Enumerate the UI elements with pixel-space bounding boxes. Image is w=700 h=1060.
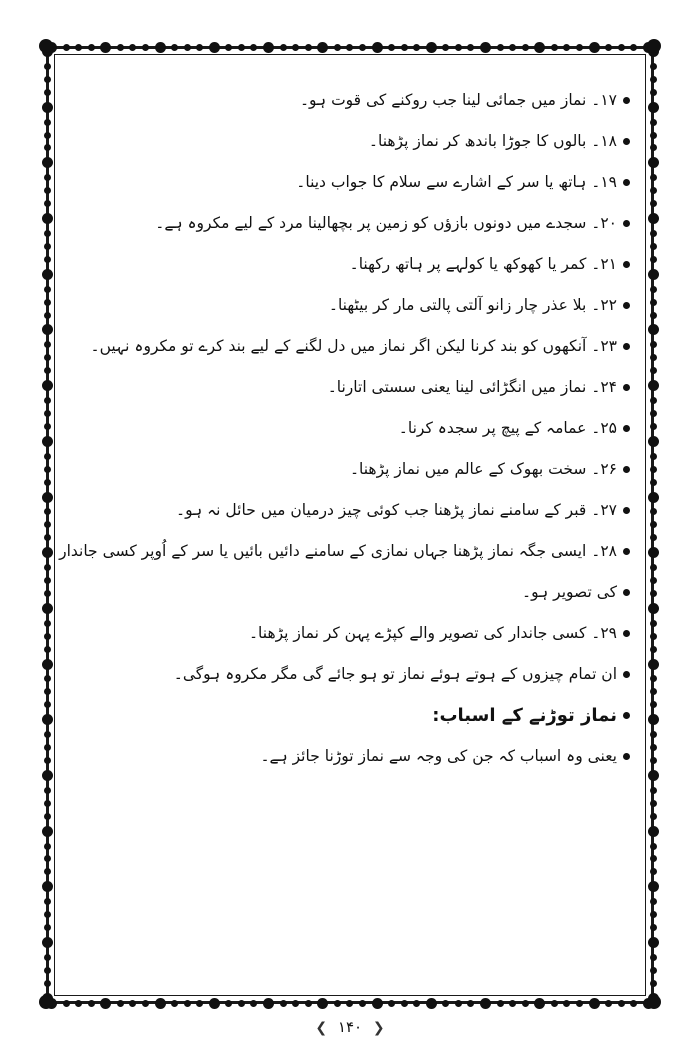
list-item: ۲۷۔ قبر کے سامنے نماز پڑھنا جب کوئی چیز درمیان میں حائل نہ ہو۔ [70, 490, 630, 531]
bead-ornament [650, 174, 657, 181]
bead-ornament [44, 731, 51, 738]
bead-ornament [589, 42, 600, 53]
bead-ornament [497, 44, 504, 51]
bead-ornament [44, 132, 51, 139]
list-item: ۲۳۔ آنکھوں کو بند کرنا لیکن اگر نماز میں دل لگنے کے لیے بند کرے تو مکروہ نہیں۔ [70, 326, 630, 367]
bead-ornament [650, 286, 657, 293]
bead-ornament [292, 44, 299, 51]
bead-ornament [650, 200, 657, 207]
bead-ornament [42, 547, 53, 558]
bead-ornament [42, 269, 53, 280]
bead-ornament [184, 1000, 191, 1007]
corner-ornament-bottom-left [39, 995, 53, 1009]
bead-ornament [44, 174, 51, 181]
bead-ornament [426, 998, 437, 1009]
bead-ornament [650, 646, 657, 653]
bead-ornament [650, 787, 657, 794]
bead-ornament [650, 843, 657, 850]
bead-ornament [42, 380, 53, 391]
bead-ornament [359, 1000, 366, 1007]
bead-ornament [650, 119, 657, 126]
bead-ornament [44, 757, 51, 764]
section-intro: یعنی وہ اسباب کہ جن کی وجہ سے نماز توڑنا جائز ہے۔ [70, 736, 630, 777]
bead-ornament [44, 534, 51, 541]
bead-ornament [155, 42, 166, 53]
bead-ornament [317, 42, 328, 53]
bead-ornament [209, 998, 220, 1009]
bead-ornament [44, 341, 51, 348]
bead-ornament [650, 967, 657, 974]
bead-ornament [42, 770, 53, 781]
bead-ornament [509, 1000, 516, 1007]
top-bead-chain [46, 41, 654, 53]
bead-ornament [650, 299, 657, 306]
bead-ornament [650, 898, 657, 905]
bead-ornament [650, 76, 657, 83]
bead-ornament [44, 744, 51, 751]
corner-ornament-top-left [39, 39, 53, 53]
ornament-right-icon: ❯ [315, 1020, 328, 1036]
bead-ornament [44, 800, 51, 807]
bead-ornament [648, 492, 659, 503]
bead-ornament [42, 881, 53, 892]
bead-ornament [44, 590, 51, 597]
bead-ornament [44, 508, 51, 515]
bead-ornament [648, 659, 659, 670]
bead-ornament [44, 256, 51, 263]
bead-ornament [413, 44, 420, 51]
bead-ornament [522, 44, 529, 51]
bead-ornament [44, 286, 51, 293]
corner-ornament-top-right [647, 39, 661, 53]
bead-ornament [100, 998, 111, 1009]
bead-ornament [225, 44, 232, 51]
bead-ornament [650, 243, 657, 250]
bead-ornament [42, 324, 53, 335]
bead-ornament [650, 744, 657, 751]
bead-ornament [401, 1000, 408, 1007]
bead-ornament [63, 1000, 70, 1007]
bead-ornament [648, 603, 659, 614]
list-item: ۲۹۔ کسی جاندار کی تصویر والے کپڑے پہن کر نماز پڑھنا۔ [70, 613, 630, 654]
bead-ornament [650, 813, 657, 820]
bead-ornament [648, 770, 659, 781]
bead-ornament [63, 44, 70, 51]
bead-ornament [509, 44, 516, 51]
corner-ornament-bottom-right [647, 995, 661, 1009]
bead-ornament [44, 843, 51, 850]
bead-ornament [650, 508, 657, 515]
bead-ornament [650, 256, 657, 263]
bead-ornament [184, 44, 191, 51]
bead-ornament [117, 1000, 124, 1007]
bead-ornament [648, 826, 659, 837]
bead-ornament [42, 659, 53, 670]
list-item: ۱۹۔ ہاتھ یا سر کے اشارے سے سلام کا جواب دینا۔ [70, 162, 630, 203]
section-heading: نماز توڑنے کے اسباب: [70, 695, 630, 736]
left-bead-chain [41, 46, 53, 1004]
bead-ornament [650, 521, 657, 528]
bead-ornament [650, 757, 657, 764]
bead-ornament [44, 620, 51, 627]
bead-ornament [250, 44, 257, 51]
bead-ornament [44, 423, 51, 430]
bead-ornament [44, 898, 51, 905]
bead-ornament [401, 44, 408, 51]
bead-ornament [388, 44, 395, 51]
bead-ornament [372, 998, 383, 1009]
bead-ornament [648, 714, 659, 725]
bead-ornament [650, 230, 657, 237]
bead-ornament [196, 44, 203, 51]
bead-ornament [467, 1000, 474, 1007]
bead-ornament [630, 44, 637, 51]
bead-ornament [44, 410, 51, 417]
bead-ornament [171, 44, 178, 51]
bead-ornament [44, 479, 51, 486]
bead-ornament [426, 42, 437, 53]
bead-ornament [650, 410, 657, 417]
bead-ornament [280, 44, 287, 51]
page-body [59, 80, 630, 777]
bead-ornament [44, 89, 51, 96]
bead-ornament [455, 1000, 462, 1007]
bead-ornament [305, 1000, 312, 1007]
bead-ornament [44, 633, 51, 640]
bead-ornament [648, 380, 659, 391]
bead-ornament [44, 200, 51, 207]
bead-ornament [589, 998, 600, 1009]
bead-ornament [563, 44, 570, 51]
bead-ornament [605, 1000, 612, 1007]
bead-ornament [44, 299, 51, 306]
bead-ornament [650, 479, 657, 486]
bead-ornament [576, 1000, 583, 1007]
bead-ornament [44, 911, 51, 918]
list-item: ۱۸۔ بالوں کا جوڑا باندھ کر نماز پڑھنا۔ [70, 121, 630, 162]
bead-ornament [650, 466, 657, 473]
bead-ornament [650, 423, 657, 430]
bead-ornament [42, 937, 53, 948]
bead-ornament [42, 826, 53, 837]
bead-ornament [618, 44, 625, 51]
list-item: ۲۱۔ کمر یا کھوکھ یا کولہے پر ہاتھ رکھنا۔ [70, 244, 630, 285]
bead-ornament [650, 954, 657, 961]
bead-ornament [650, 620, 657, 627]
bead-ornament [650, 731, 657, 738]
bead-ornament [650, 453, 657, 460]
bead-ornament [42, 102, 53, 113]
bead-ornament [650, 564, 657, 571]
bead-ornament [650, 132, 657, 139]
bead-ornament [44, 453, 51, 460]
bead-ornament [292, 1000, 299, 1007]
bead-ornament [650, 367, 657, 374]
bead-ornament [534, 998, 545, 1009]
bead-ornament [305, 44, 312, 51]
ornament-left-icon: ❮ [372, 1020, 385, 1036]
bead-ornament [100, 42, 111, 53]
bead-ornament [75, 44, 82, 51]
bead-ornament [551, 1000, 558, 1007]
bead-ornament [334, 1000, 341, 1007]
bead-ornament [650, 590, 657, 597]
bead-ornament [44, 397, 51, 404]
bead-ornament [650, 89, 657, 96]
list-item: ۲۰۔ سجدے میں دونوں بازؤں کو زمین پر بچھالینا مرد کے لیے مکروہ ہے۔ [70, 203, 630, 244]
bead-ornament [346, 44, 353, 51]
bead-ornament [44, 312, 51, 319]
bead-ornament [346, 1000, 353, 1007]
bead-ornament [44, 243, 51, 250]
bead-ornament [648, 547, 659, 558]
bottom-bead-chain [46, 997, 654, 1009]
page-number-footer [0, 1018, 700, 1036]
bead-ornament [648, 157, 659, 168]
bead-ornament [44, 466, 51, 473]
bead-ornament [42, 714, 53, 725]
bead-ornament [44, 980, 51, 987]
bead-ornament [117, 44, 124, 51]
bead-ornament [88, 1000, 95, 1007]
bead-ornament [650, 924, 657, 931]
bead-ornament [650, 701, 657, 708]
bead-ornament [75, 1000, 82, 1007]
bead-ornament [44, 675, 51, 682]
bead-ornament [44, 701, 51, 708]
summary-line: ان تمام چیزوں کے ہوتے ہوئے نماز تو ہو جائے گی مگر مکروہ ہوگی۔ [70, 654, 630, 695]
bead-ornament [44, 967, 51, 974]
bead-ornament [497, 1000, 504, 1007]
bead-ornament [650, 868, 657, 875]
bead-ornament [44, 577, 51, 584]
list-item: ۲۶۔ سخت بھوک کے عالم میں نماز پڑھنا۔ [70, 449, 630, 490]
bead-ornament [44, 646, 51, 653]
bead-ornament [250, 1000, 257, 1007]
bead-ornament [650, 855, 657, 862]
bead-ornament [196, 1000, 203, 1007]
list-item: ۱۷۔ نماز میں جمائی لینا جب روکنے کی قوت ہو۔ [70, 80, 630, 121]
list-item: ۲۸۔ ایسی جگہ نماز پڑھنا جہاں نمازی کے سامنے دائیں بائیں یا سر کے اُوپر کسی جاندار [70, 531, 630, 572]
bead-ornament [467, 44, 474, 51]
bead-ornament [142, 1000, 149, 1007]
bead-ornament [650, 354, 657, 361]
bead-ornament [650, 633, 657, 640]
list-item: ۲۴۔ نماز میں انگڑائی لینا یعنی سستی اتارنا۔ [70, 367, 630, 408]
bead-ornament [44, 868, 51, 875]
bead-ornament [155, 998, 166, 1009]
bead-ornament [648, 102, 659, 113]
bead-ornament [650, 144, 657, 151]
bead-ornament [413, 1000, 420, 1007]
list-item-continuation: کی تصویر ہو۔ [70, 572, 630, 613]
bead-ornament [42, 603, 53, 614]
bead-ornament [650, 397, 657, 404]
bead-ornament [576, 44, 583, 51]
page-number: ۱۴۰ [337, 1018, 363, 1036]
bead-ornament [280, 1000, 287, 1007]
bead-ornament [263, 42, 274, 53]
bead-ornament [44, 813, 51, 820]
bead-ornament [442, 1000, 449, 1007]
bead-ornament [44, 924, 51, 931]
bead-ornament [648, 324, 659, 335]
bead-ornament [388, 1000, 395, 1007]
bead-ornament [650, 63, 657, 70]
bead-ornament [209, 42, 220, 53]
bead-ornament [44, 119, 51, 126]
bead-ornament [650, 688, 657, 695]
bead-ornament [480, 998, 491, 1009]
bead-ornament [129, 1000, 136, 1007]
bead-ornament [42, 157, 53, 168]
bead-ornament [42, 436, 53, 447]
bead-ornament [650, 341, 657, 348]
bead-ornament [648, 269, 659, 280]
bead-ornament [442, 44, 449, 51]
bead-ornament [238, 44, 245, 51]
list-item: ۲۵۔ عمامہ کے پیچ پر سجدہ کرنا۔ [70, 408, 630, 449]
bead-ornament [44, 521, 51, 528]
bead-ornament [563, 1000, 570, 1007]
bead-ornament [480, 42, 491, 53]
bead-ornament [648, 436, 659, 447]
bead-ornament [359, 44, 366, 51]
bead-ornament [44, 367, 51, 374]
bead-ornament [618, 1000, 625, 1007]
bead-ornament [44, 230, 51, 237]
bead-ornament [317, 998, 328, 1009]
bead-ornament [44, 855, 51, 862]
bead-ornament [650, 800, 657, 807]
bead-ornament [171, 1000, 178, 1007]
bead-ornament [630, 1000, 637, 1007]
bead-ornament [334, 44, 341, 51]
bead-ornament [44, 954, 51, 961]
bead-ornament [648, 881, 659, 892]
bead-ornament [650, 187, 657, 194]
bead-ornament [129, 44, 136, 51]
right-bead-chain [647, 46, 659, 1004]
bead-ornament [650, 534, 657, 541]
bead-ornament [44, 787, 51, 794]
bead-ornament [225, 1000, 232, 1007]
bead-ornament [455, 44, 462, 51]
bead-ornament [650, 911, 657, 918]
bead-ornament [44, 63, 51, 70]
bead-ornament [42, 492, 53, 503]
bead-ornament [650, 312, 657, 319]
bead-ornament [44, 187, 51, 194]
bead-ornament [263, 998, 274, 1009]
bead-ornament [44, 144, 51, 151]
bead-ornament [142, 44, 149, 51]
bead-ornament [88, 44, 95, 51]
bead-ornament [372, 42, 383, 53]
bead-ornament [44, 688, 51, 695]
bead-ornament [648, 213, 659, 224]
bead-ornament [42, 213, 53, 224]
bead-ornament [44, 354, 51, 361]
bead-ornament [648, 937, 659, 948]
bead-ornament [650, 675, 657, 682]
bead-ornament [522, 1000, 529, 1007]
bead-ornament [44, 564, 51, 571]
bead-ornament [551, 44, 558, 51]
list-item: ۲۲۔ بلا عذر چار زانو آلتی پالتی مار کر بیٹھنا۔ [70, 285, 630, 326]
bead-ornament [534, 42, 545, 53]
bead-ornament [650, 577, 657, 584]
bead-ornament [605, 44, 612, 51]
bead-ornament [44, 76, 51, 83]
bead-ornament [238, 1000, 245, 1007]
bead-ornament [650, 980, 657, 987]
